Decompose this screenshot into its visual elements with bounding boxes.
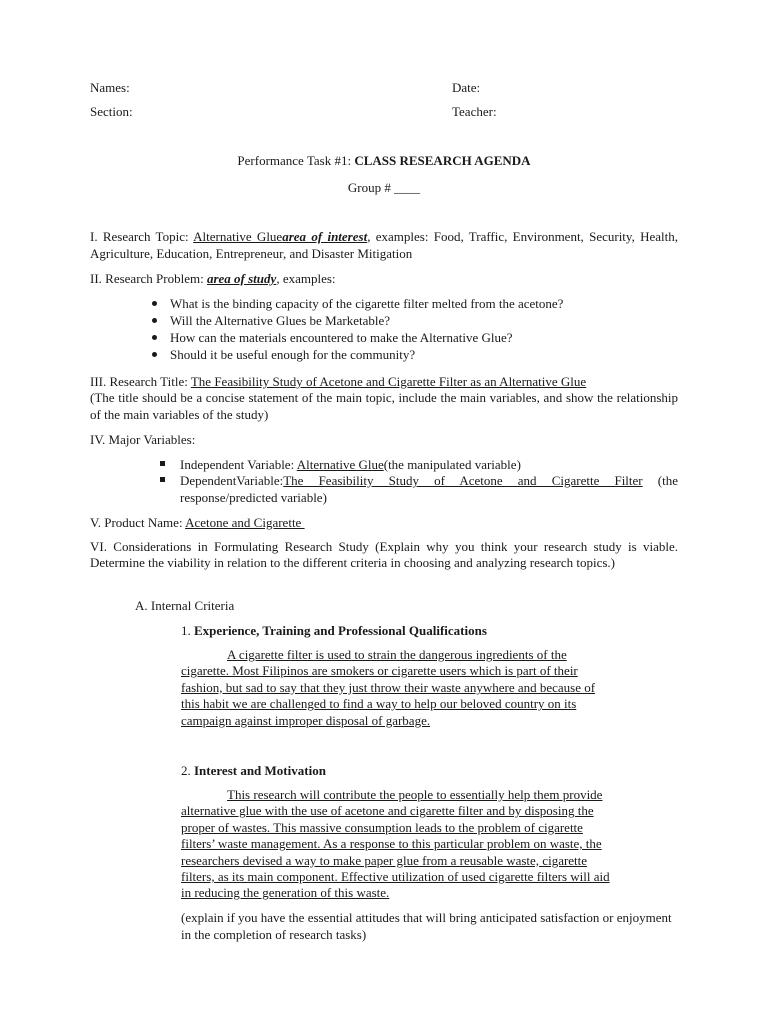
research-title-line [90, 373, 586, 390]
criteria-1-title: Experience, Training and Professional Qualifications [194, 623, 487, 638]
topic-label: I. Research Topic: [90, 229, 194, 244]
problem-list [170, 295, 563, 363]
internal-criteria: A. Internal Criteria [135, 598, 235, 613]
topic-emph: area of interest [282, 229, 368, 244]
research-title-note: (The title should be a concise statement of the main topic, include the main variables, and show the relationship of the main variables of the study) [90, 390, 678, 422]
bullet-icon [152, 352, 157, 357]
problem-label: II. Research Problem: [90, 271, 207, 286]
considerations-text: VI. Considerations in Formulating Research Study (Explain why you think your research study is viable. Determine the viability in relation to the different criteria in choosing and analyzing research topics.) [90, 539, 678, 571]
bullet-icon [152, 335, 157, 340]
criteria-2-body: This research will contribute the people to essentially help them provide alternative glue with the use of acetone and cigarette filter and by disposing the proper of wastes. This massive consumption leads to the problem of cigarette filters’ waste management. As a response to this particular problem on waste, the researchers devised a way to make paper glue from a reusable waste, cigarette filters, as its main component. Effective utilization of used cigarette filters will aid in reducing the generation of this waste. [181, 787, 610, 901]
list-item: How can the materials encountered to make the Alternative Glue? [170, 329, 563, 346]
topic-rest: , examples: Food, Traffic, Environment, Security, Health, Agriculture, Education, Entrepreneur, and Disaster Mitigation [90, 229, 679, 261]
section-label: Section: [90, 104, 133, 119]
dependent-note: (the response/predicted variable) [180, 473, 678, 505]
problem-emph: area of study [206, 271, 277, 286]
date-label: Date: [452, 80, 481, 95]
dependent-variable [180, 472, 678, 506]
names-label: Names: [90, 80, 130, 95]
independent-note: (the manipulated variable) [383, 457, 521, 472]
teacher-label: Teacher: [452, 104, 497, 119]
page-title [0, 152, 768, 169]
criteria-1-num: 1. [181, 623, 194, 638]
research-topic [90, 228, 678, 262]
bullet-icon [160, 461, 165, 466]
research-problem [90, 270, 336, 287]
research-title-label: III. Research Title: [90, 374, 191, 389]
product-label: V. Product Name: [90, 515, 186, 530]
list-item: Should it be useful enough for the community? [170, 346, 563, 363]
bullet-icon [152, 301, 157, 306]
product-value: Acetone and Cigarette [185, 515, 305, 530]
product-name [90, 514, 305, 531]
title-prefix: Performance Task #1: [237, 153, 355, 168]
list-item: What is the binding capacity of the cigarette filter melted from the acetone? [170, 295, 563, 312]
independent-variable [180, 456, 521, 473]
topic-value: Alternative Glue [193, 229, 283, 244]
variables-label: IV. Major Variables: [90, 432, 196, 447]
dependent-label: DependentVariable: [180, 473, 284, 488]
research-title-value: The Feasibility Study of Acetone and Cigarette Filter as an Alternative Glue [190, 374, 587, 389]
criteria-1-body: A cigarette filter is used to strain the dangerous ingredients of the cigarette. Most Filipinos are smokers or cigarette users which is part of their fashion, but sad to say that they just throw their waste anywhere and because of this habit we are challenged to find a way to help our beloved country on its campaign against improper disposal of garbage. [181, 647, 596, 728]
dependent-value: The Feasibility Study of Acetone and Cigarette Filter [283, 473, 643, 488]
list-item: Will the Alternative Glues be Marketable? [170, 312, 563, 329]
bullet-icon [160, 477, 165, 482]
criteria-2-title: Interest and Motivation [194, 763, 326, 778]
group-line: Group # ____ [347, 180, 421, 195]
problem-rest: , examples: [276, 271, 336, 286]
criteria-2-num: 2. [181, 763, 194, 778]
independent-label: Independent Variable: [180, 457, 297, 472]
bullet-icon [152, 318, 157, 323]
title-main: CLASS RESEARCH AGENDA [354, 153, 531, 168]
criteria-2-heading [181, 762, 326, 779]
criteria-1-heading [181, 622, 487, 639]
criteria-2-note: (explain if you have the essential attitudes that will bring anticipated satisfaction or enjoyment in the completion of research tasks) [181, 910, 672, 942]
independent-value: Alternative Glue [296, 457, 384, 472]
